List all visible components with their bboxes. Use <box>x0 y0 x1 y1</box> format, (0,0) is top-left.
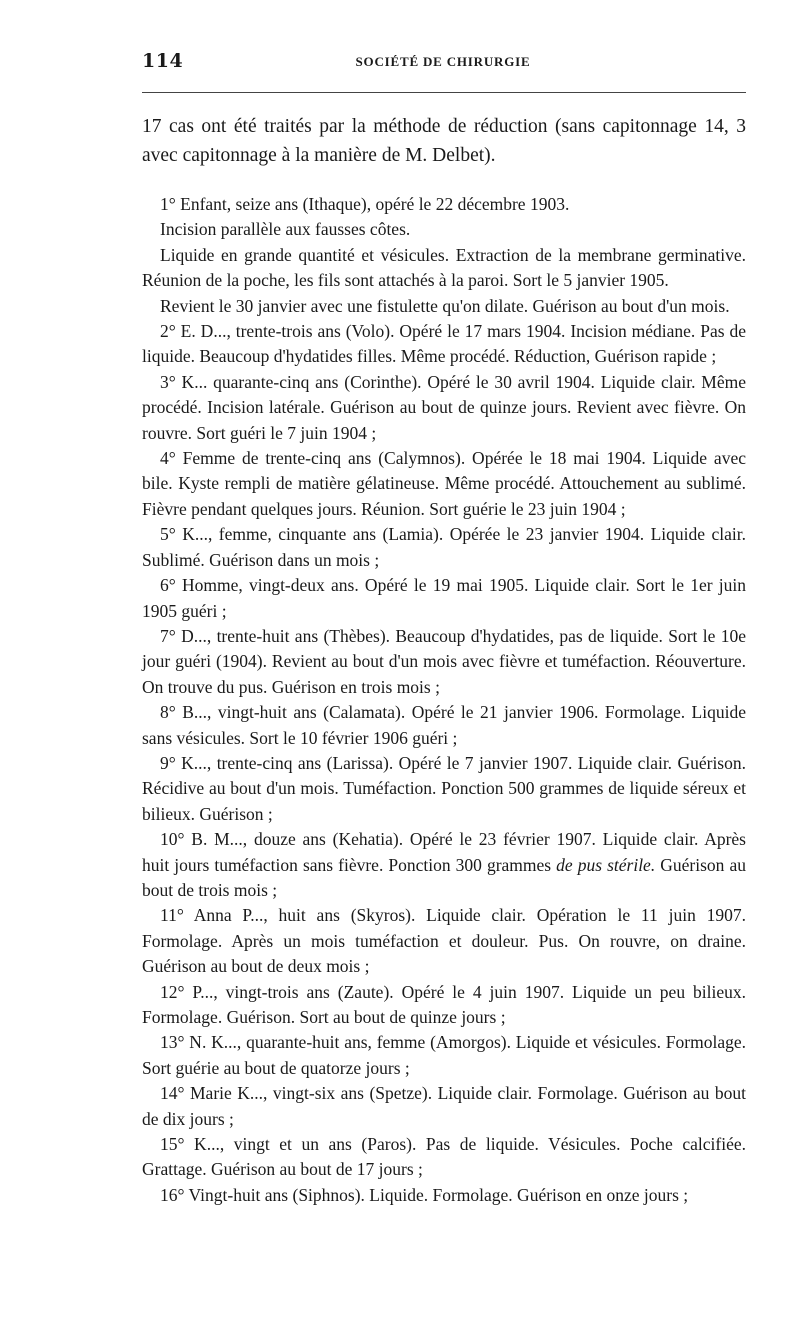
case-10-italic-text: de pus stérile. <box>556 854 656 875</box>
case-9-paragraph: 9° K..., trente-cinq ans (Larissa). Opéré le 7 janvier 1907. Liquide clair. Guérison. Récidive au bout d'un mois. Tuméfaction. Ponction 500 grammes de liquide séreux et bilieux. Guérison ; <box>142 752 746 824</box>
case-2-paragraph: 2° E. D..., trente-trois ans (Volo). Opéré le 17 mars 1904. Incision médiane. Pas de liquide. Beaucoup d'hydatides filles. Même procédé. Réduction, Guérison rapide ; <box>142 321 746 367</box>
running-head: SOCIÉTÉ DE CHIRURGIE <box>355 54 531 69</box>
case-1-line-4: Revient le 30 janvier avec une fistulette qu'on dilate. Guérison au bout d'un mois. <box>160 295 730 316</box>
case-12-paragraph: 12° P..., vingt-trois ans (Zaute). Opéré le 4 juin 1907. Liquide un peu bilieux. Formolage. Guérison. Sort au bout de quinze jours ; <box>142 981 746 1027</box>
case-14-paragraph: 14° Marie K..., vingt-six ans (Spetze). Liquide clair. Formolage. Guérison au bout de dix jours ; <box>142 1083 746 1129</box>
body-text <box>142 112 746 1208</box>
page-header <box>142 50 744 76</box>
case-10-text-before: 10° B. M..., douze ans (Kehatia). Opéré le 23 février 1907. Liquide clair. Après huit jours tuméfaction sans fièvre. Ponction 300 grammes <box>142 829 746 875</box>
case-1-line-3: Liquide en grande quantité et vésicules. Extraction de la membrane germinative. Réunion de la poche, les fils sont attachés à la paroi. Sort le 5 janvier 1905. <box>142 244 746 291</box>
page-number: 114 <box>142 50 184 72</box>
case-1-line-1: 1° Enfant, seize ans (Ithaque), opéré le 22 décembre 1903. <box>160 194 570 214</box>
case-8-paragraph: 8° B..., vingt-huit ans (Calamata). Opéré le 21 janvier 1906. Formolage. Liquide sans vésicules. Sort le 10 février 1906 guéri ; <box>142 702 746 748</box>
case-10-text-after: Guérison au bout de trois mois ; <box>142 854 746 900</box>
case-13-paragraph: 13° N. K..., quarante-huit ans, femme (Amorgos). Liquide et vésicules. Formolage. Sort guérie au bout de quatorze jours ; <box>142 1032 746 1078</box>
case-5-paragraph: 5° K..., femme, cinquante ans (Lamia). Opérée le 23 janvier 1904. Liquide clair. Sublimé. Guérison dans un mois ; <box>142 524 746 570</box>
case-6-paragraph: 6° Homme, vingt-deux ans. Opéré le 19 mai 1905. Liquide clair. Sort le 1er juin 1905 guéri ; <box>142 575 746 621</box>
case-15-paragraph: 15° K..., vingt et un ans (Paros). Pas de liquide. Vésicules. Poche calcifiée. Grattage. Guérison au bout de 17 jours ; <box>142 1134 746 1180</box>
case-7-paragraph: 7° D..., trente-huit ans (Thèbes). Beaucoup d'hydatides, pas de liquide. Sort le 10e jour guéri (1904). Revient au bout d'un mois avec fièvre et tuméfaction. Réouverture. On trouve du pus. Guérison en trois mois ; <box>142 625 746 697</box>
case-10-paragraph <box>142 827 746 903</box>
case-1-line-2: Incision parallèle aux fausses côtes. <box>160 219 411 240</box>
case-16-paragraph: 16° Vingt-huit ans (Siphnos). Liquide. Formolage. Guérison en onze jours ; <box>160 1184 689 1205</box>
intro-paragraph: 17 cas ont été traités par la méthode de réduction (sans capitonnage 14, 3 avec capitonnage à la manière de M. Delbet). <box>142 116 746 166</box>
case-4-paragraph: 4° Femme de trente-cinq ans (Calymnos). Opérée le 18 mai 1904. Liquide avec bile. Kyste rempli de matière gélatineuse. Même procédé. Attouchement au sublimé. Fièvre pendant quelques jours. Réunion. Sort guérie le 23 juin 1904 ; <box>142 448 746 519</box>
header-rule <box>142 92 746 93</box>
case-3-paragraph: 3° K... quarante-cinq ans (Corinthe). Opéré le 30 avril 1904. Liquide clair. Même procédé. Incision latérale. Guérison au bout de quinze jours. Revient avec fièvre. On rouvre. Sort guéri le 7 juin 1904 ; <box>142 371 746 443</box>
case-11-paragraph: 11° Anna P..., huit ans (Skyros). Liquide clair. Opération le 11 juin 1907. Formolage. Après un mois tuméfaction et douleur. Pus. On rouvre, on draine. Guérison au bout de deux mois ; <box>142 905 746 977</box>
